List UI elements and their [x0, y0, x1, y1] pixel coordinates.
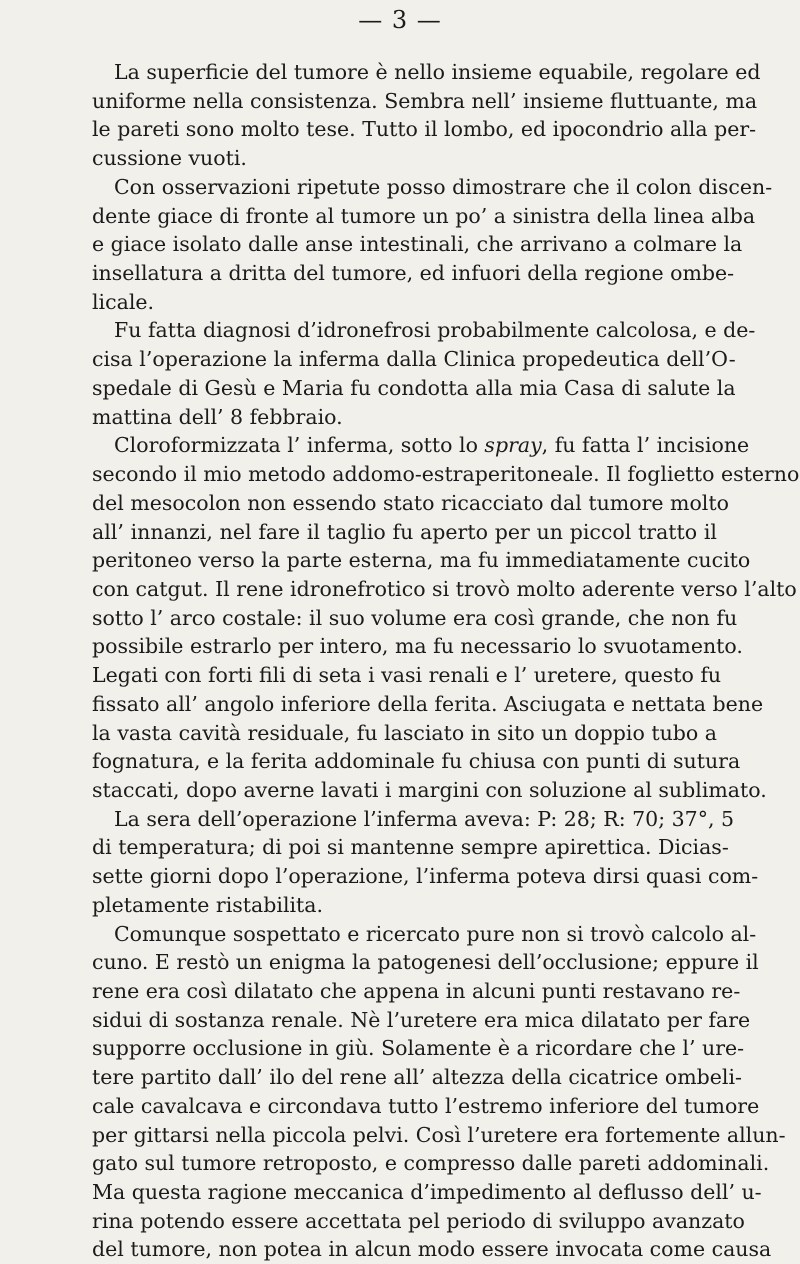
text-line: la vasta cavità residuale, fu lasciato in sito un doppio tubo a: [92, 720, 717, 745]
text-line: fissato all’ angolo inferiore della ferita. Asciugata e nettata bene: [92, 691, 764, 716]
text-line: Con osservazioni ripetute posso dimostrare che il colon discen-: [114, 174, 773, 199]
text-line: staccati, dopo averne lavati i margini con soluzione al sublimato.: [92, 777, 767, 802]
text-line: mattina dell’ 8 febbraio.: [92, 404, 343, 429]
text-line: fognatura, e la ferita addominale fu chiusa con punti di sutura: [92, 749, 741, 774]
text-line: con catgut. Il rene idronefrotico si trovò molto aderente verso l’alto: [92, 576, 797, 601]
text-line: le pareti sono molto tese. Tutto il lombo, ed ipocondrio alla per-: [92, 117, 757, 142]
text-line: supporre occlusione in giù. Solamente è a ricordare che l’ ure-: [92, 1036, 745, 1061]
text-line: uniforme nella consistenza. Sembra nell’ insieme fluttuante, ma: [92, 88, 758, 113]
text-line: La superficie del tumore è nello insieme equabile, regolare ed: [114, 60, 761, 84]
text-segment: , fu fatta l’ incisione: [541, 433, 750, 458]
text-line: per gittarsi nella piccola pelvi. Così l’uretere era fortemente allun-: [92, 1122, 786, 1147]
text-line: del mesocolon non essendo stato ricacciato dal tumore molto: [92, 490, 729, 515]
italic-word: spray: [484, 433, 542, 458]
text-line: Legati con forti fili di seta i vasi renali e l’ uretere, questo fu: [92, 663, 722, 688]
text-line: dente giace di fronte al tumore un po’ a sinistra della linea alba: [92, 203, 756, 228]
text-line: Comunque sospettato e ricercato pure non si trovò calcolo al-: [114, 921, 757, 946]
text-line: e giace isolato dalle anse intestinali, che arrivano a colmare la: [92, 232, 743, 257]
text-line: [92, 431, 750, 460]
page-number: — 3 —: [358, 6, 442, 34]
text-line: gato sul tumore retroposto, e compresso dalle pareti addominali.: [92, 1151, 770, 1176]
text-line: del tumore, non potea in alcun modo essere invocata come causa: [92, 1237, 772, 1262]
body-text: [92, 58, 800, 1264]
text-line: di temperatura; di poi si mantenne sempre apirettica. Dicias-: [92, 835, 729, 860]
text-line: rene era così dilatato che appena in alcuni punti restavano re-: [92, 979, 741, 1003]
text-segment: Cloroformizzata l’ inferma, sotto lo: [114, 433, 485, 458]
text-line: La sera dell’operazione l’inferma aveva: P: 28; R: 70; 37°, 5: [114, 806, 735, 831]
text-line: insellatura a dritta del tumore, ed infuori della regione ombe-: [92, 261, 735, 286]
text-line: tere partito dall’ ilo del rene all’ altezza della cicatrice ombeli-: [92, 1065, 742, 1090]
text-line: cussione vuoti.: [92, 146, 247, 171]
text-line: all’ innanzi, nel fare il taglio fu aperto per un piccol tratto il: [92, 519, 717, 544]
text-line: rina potendo essere accettata pel periodo di sviluppo avanzato: [92, 1208, 745, 1233]
text-line: peritoneo verso la parte esterna, ma fu immediatamente cucito: [92, 548, 751, 573]
text-line: secondo il mio metodo addomo-estraperitoneale. Il foglietto esterno: [92, 462, 800, 487]
text-line: cuno. E restò un enigma la patogenesi dell’occlusione; eppure il: [92, 950, 759, 975]
text-line: Fu fatta diagnosi d’idronefrosi probabilmente calcolosa, e de-: [114, 318, 756, 343]
text-line: pletamente ristabilita.: [92, 892, 324, 917]
text-line: Ma questa ragione meccanica d’impedimento al deflusso dell’ u-: [92, 1180, 762, 1205]
text-line: cale cavalcava e circondava tutto l’estremo inferiore del tumore: [92, 1093, 760, 1118]
text-line: licale.: [92, 289, 155, 314]
text-line: cisa l’operazione la inferma dalla Clinica propedeutica dell’O-: [92, 347, 736, 372]
text-line: sidui di sostanza renale. Nè l’uretere era mica dilatato per fare: [92, 1007, 751, 1032]
text-line: spedale di Gesù e Maria fu condotta alla mia Casa di salute la: [92, 375, 736, 400]
text-line: possibile estrarlo per intero, ma fu necessario lo svuotamento.: [92, 634, 743, 659]
text-line: sotto l’ arco costale: il suo volume era così grande, che non fu: [92, 605, 738, 630]
text-line: sette giorni dopo l’operazione, l’inferma poteva dirsi quasi com-: [92, 864, 759, 889]
